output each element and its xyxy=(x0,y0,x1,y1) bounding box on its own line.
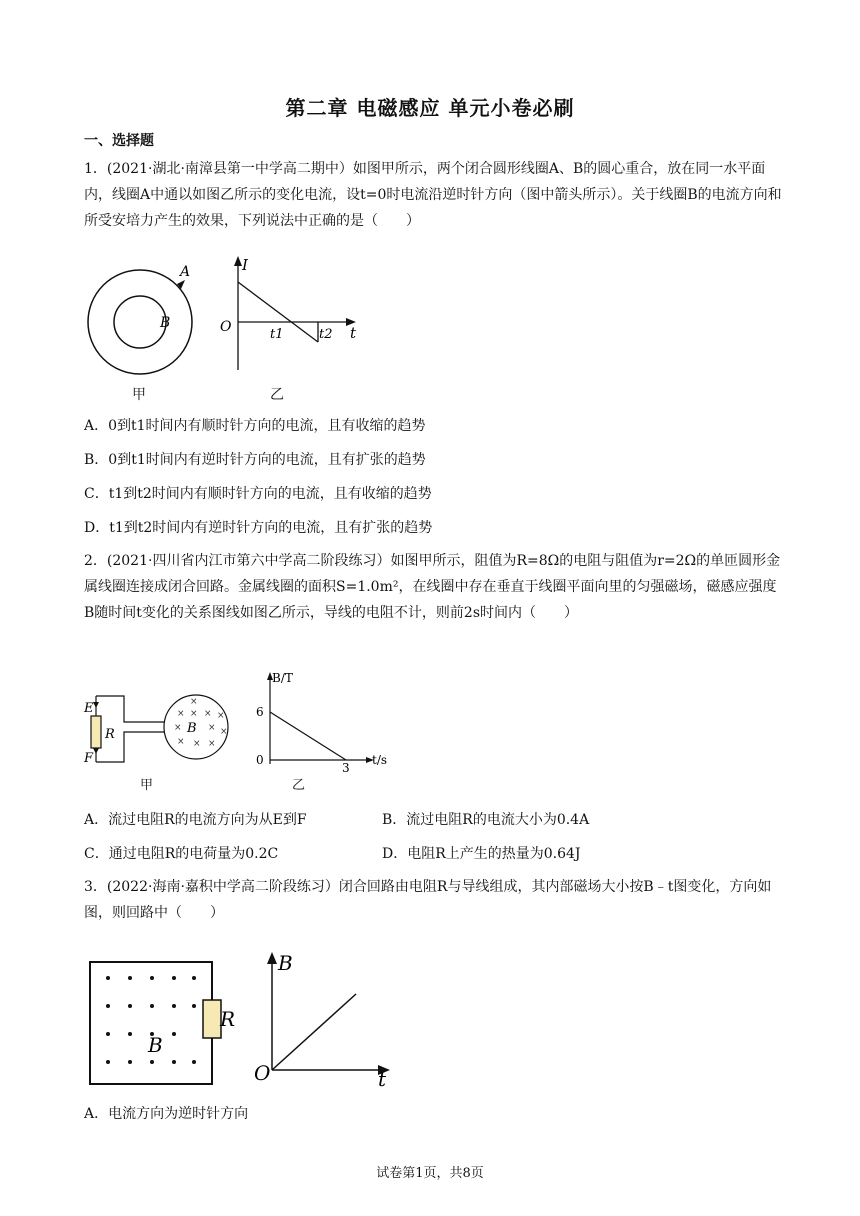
i-axis-arrow-icon xyxy=(234,256,242,266)
q2-option-b[interactable]: B．流过电阻R的电流大小为0.4A xyxy=(382,812,590,828)
label-r: R xyxy=(220,1007,236,1031)
field-cross: × xyxy=(217,711,225,721)
origin-0: 0 xyxy=(256,753,264,767)
q2-caption-jia: 甲 xyxy=(140,778,154,793)
field-cross: × xyxy=(174,723,182,733)
b-axis-label: B xyxy=(278,951,293,975)
field-cross: × xyxy=(208,739,216,749)
t1-label: t1 xyxy=(270,327,284,342)
coil-b-label: B xyxy=(160,315,171,331)
label-e: E xyxy=(84,701,94,716)
f-arrow-icon xyxy=(93,748,99,754)
resistor-r xyxy=(91,716,101,748)
q1-option-c[interactable]: C．t1到t2时间内有顺时针方向的电流，且有收缩的趋势 xyxy=(84,486,432,502)
field-cross: × xyxy=(177,737,185,747)
b-t-line xyxy=(270,712,346,760)
t-axis-label: t/s xyxy=(372,753,388,767)
q1-caption-yi: 乙 xyxy=(270,387,284,403)
resistor-r xyxy=(203,1000,221,1038)
q1-option-b[interactable]: B．0到t1时间内有逆时针方向的电流，且有扩张的趋势 xyxy=(84,452,426,468)
t-axis-label: t xyxy=(350,324,357,342)
q1-figure-yi xyxy=(216,254,366,374)
coil-a-circle xyxy=(88,270,192,374)
section-heading: 一、选择题 xyxy=(84,133,154,149)
q1-option-d[interactable]: D．t1到t2时间内有逆时针方向的电流，且有扩张的趋势 xyxy=(84,520,433,536)
q1-figure-jia xyxy=(84,262,204,382)
b-t-line xyxy=(272,994,356,1070)
q1-caption-jia: 甲 xyxy=(132,387,146,403)
q2-option-c[interactable]: C．通过电阻R的电荷量为0.2C xyxy=(84,846,279,862)
question-2-text: 2．(2021·四川省内江市第六中学高二阶段练习）如图甲所示，阻值为R=8Ω的电阻与阻值为r=2Ω的单匝圆形金属线圈连接成闭合回路。金属线圈的面积S=1.0m²，在线圈中存在垂直于线圈平面向里的匀强磁场，磁感应强度B随时间t变化的关系图线如图乙所示，导线的电阻不计，则前2s时间内（ ） xyxy=(84,553,781,621)
label-r: R xyxy=(105,727,115,742)
field-cross: × xyxy=(177,709,185,719)
field-cross: × xyxy=(190,709,198,719)
q2-figure-jia xyxy=(84,684,244,774)
y-tick-6: 6 xyxy=(256,705,264,719)
i-axis-label: I xyxy=(242,256,248,274)
q2-figure-yi xyxy=(250,670,400,774)
q1-option-a[interactable]: A．0到t1时间内有顺时针方向的电流，且有收缩的趋势 xyxy=(84,418,426,434)
question-1-text: 1．(2021·湖北·南漳县第一中学高二期中）如图甲所示，两个闭合圆形线圈A、B的圆心重合，放在同一水平面内，线圈A中通以如图乙所示的变化电流，设t=0时电流沿逆时针方向（图中箭头所示）。关于线圈B的电流方向和所受安培力产生的效果，下列说法中正确的是（ ） xyxy=(84,161,782,229)
origin-label: O xyxy=(254,1061,271,1085)
page-footer: 试卷第1页，共8页 xyxy=(376,1166,484,1181)
field-cross: × xyxy=(204,709,212,719)
closed-loop xyxy=(90,962,212,1084)
q3-option-a[interactable]: A．电流方向为逆时针方向 xyxy=(84,1106,249,1122)
q2-caption-yi: 乙 xyxy=(292,778,306,793)
label-f: F xyxy=(84,751,94,766)
page-title: 第二章 电磁感应 单元小卷必刷 xyxy=(285,96,575,120)
t2-label: t2 xyxy=(319,327,333,342)
coil-a-label: A xyxy=(180,264,191,280)
q3-figure-bt-graph xyxy=(254,948,404,1091)
field-cross: × xyxy=(208,723,216,733)
field-cross: × xyxy=(190,697,198,707)
field-cross: × xyxy=(193,739,201,749)
question-3-text: 3．(2022·海南·嘉积中学高二阶段练习）闭合回路由电阻R与导线组成，其内部磁场大小按B﹣t图变化，方向如图，则回路中（ ） xyxy=(84,879,772,921)
x-tick-3: 3 xyxy=(342,761,350,775)
label-b: B xyxy=(148,1033,163,1057)
t-axis-label: t xyxy=(378,1067,387,1091)
q2-option-a[interactable]: A．流过电阻R的电流方向为从E到F xyxy=(84,812,307,828)
q2-option-d[interactable]: D．电阻R上产生的热量为0.64J xyxy=(382,846,581,862)
origin-label: O xyxy=(220,319,232,335)
coil-b-circle xyxy=(114,296,166,348)
b-axis-arrow-icon xyxy=(267,952,277,964)
e-arrow-icon xyxy=(93,702,99,708)
label-b: B xyxy=(187,721,197,736)
b-axis-label: B/T xyxy=(272,671,293,685)
field-cross: × xyxy=(220,727,228,737)
q3-figure-circuit xyxy=(86,958,246,1088)
